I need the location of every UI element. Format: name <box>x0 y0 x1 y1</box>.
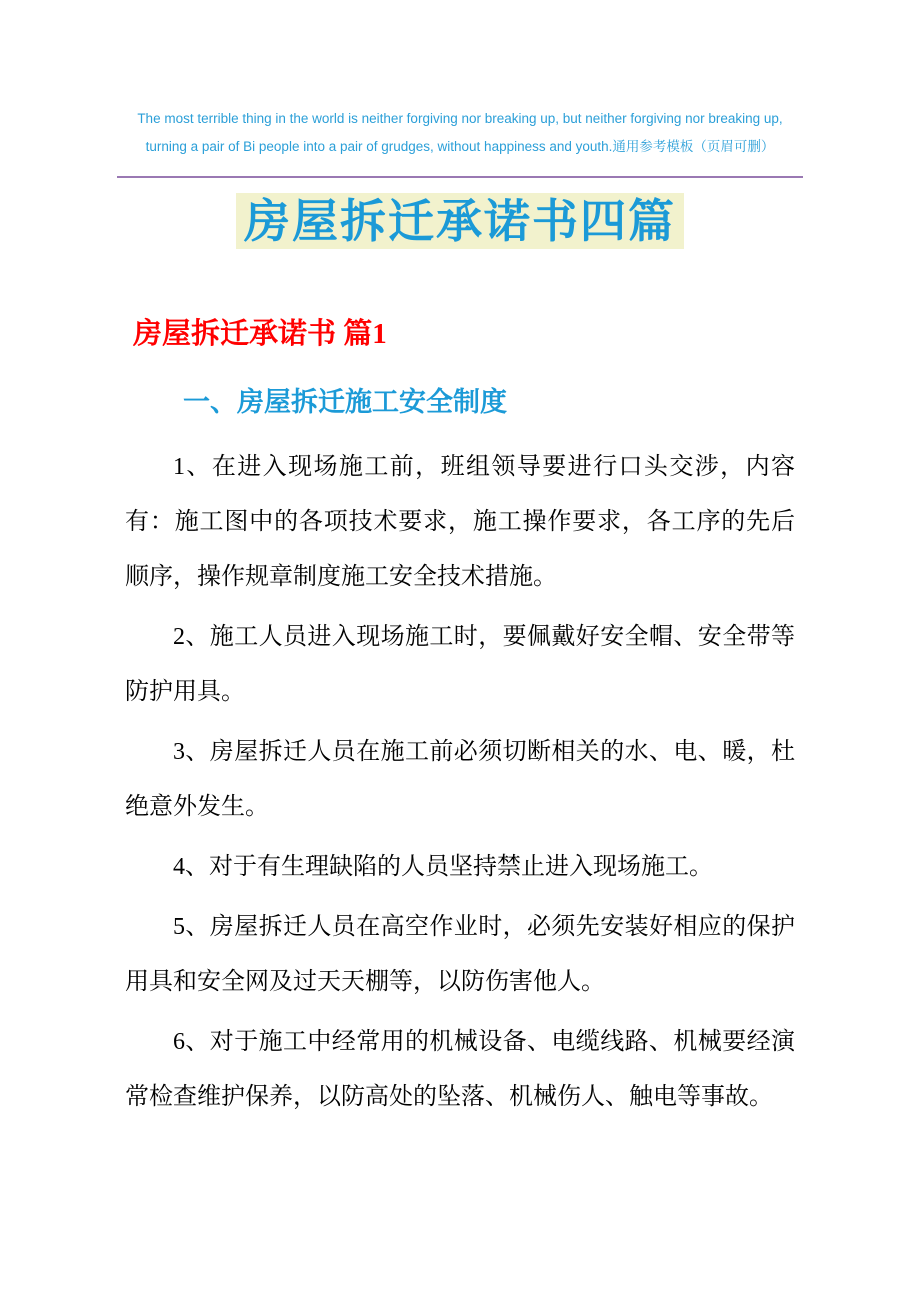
document-title-text: 房屋拆迁承诺书四篇 <box>236 193 684 249</box>
section-heading: 房屋拆迁承诺书 篇1 <box>133 318 387 350</box>
paragraph-1: 1、在进入现场施工前，班组领导要进行口头交涉，内容有：施工图中的各项技术要求，施工操作要求，各工序的先后顺序，操作规章制度施工安全技术措施。 <box>125 454 795 590</box>
paragraph-2: 2、施工人员进入现场施工时，要佩戴好安全帽、安全带等防护用具。 <box>125 624 795 705</box>
paragraph-3: 3、房屋拆迁人员在施工前必须切断相关的水、电、暖，杜绝意外发生。 <box>125 739 795 820</box>
header-divider <box>117 176 803 178</box>
header-text-line1: The most terrible thing in the world is neither forgiving nor breaking up, but neither forgiving nor breaking up, <box>137 111 783 126</box>
page-header <box>125 0 795 161</box>
body-text <box>125 440 795 1125</box>
header-text-line2: turning a pair of Bi people into a pair of grudges, without happiness and youth.通用参考模板（页眉可删） <box>145 139 775 154</box>
paragraph-5: 5、房屋拆迁人员在高空作业时，必须先安装好相应的保护用具和安全网及过天天棚等，以防伤害他人。 <box>125 914 795 995</box>
sub-heading: 一、房屋拆迁施工安全制度 <box>183 387 507 417</box>
document-title <box>125 190 795 252</box>
paragraph-4: 4、对于有生理缺陷的人员坚持禁止进入现场施工。 <box>173 854 713 880</box>
paragraph-6: 6、对于施工中经常用的机械设备、电缆线路、机械要经演常检查维护保养，以防高处的坠落、机械伤人、触电等事故。 <box>125 1029 795 1110</box>
